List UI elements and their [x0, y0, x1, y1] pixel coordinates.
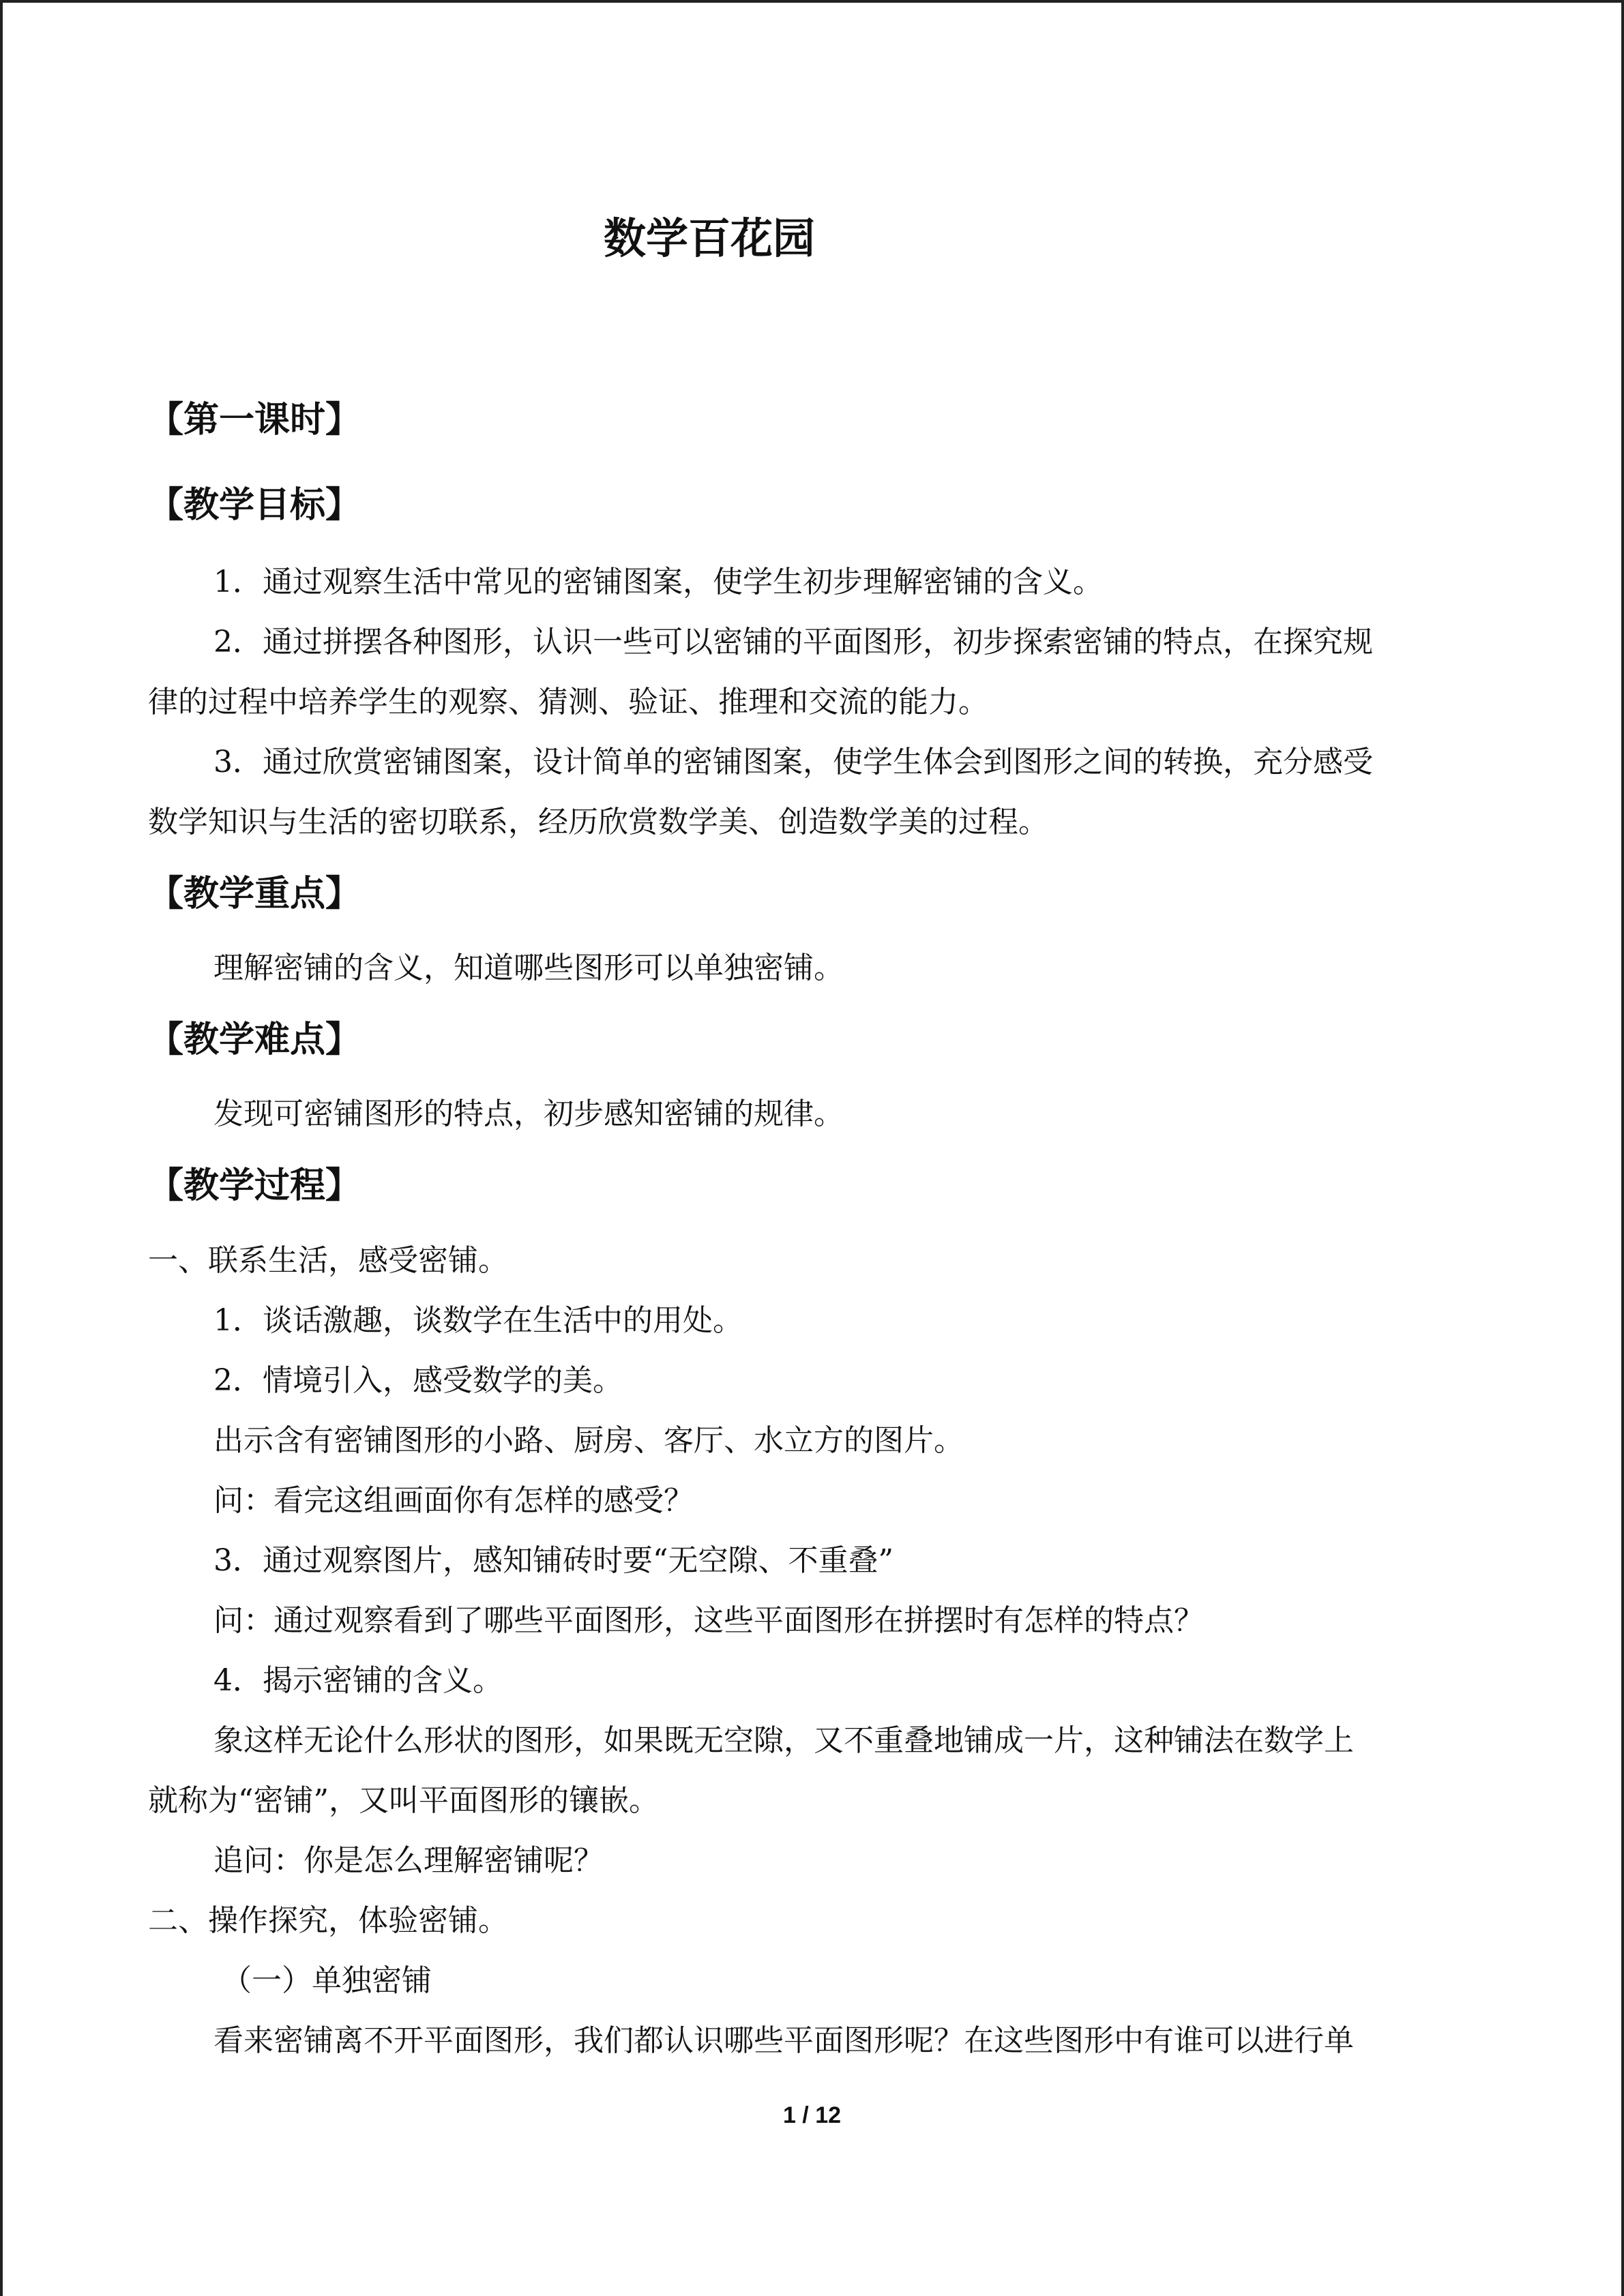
process-item-1-3: 3．通过观察图片，感知铺砖时要“无空隙、不重叠”	[213, 1543, 894, 1578]
page-number: 1 / 12	[782, 2102, 842, 2128]
process-question-2: 问：通过观察看到了哪些平面图形，这些平面图形在拼摆时有怎样的特点？	[213, 1603, 1204, 1638]
process-heading: 【教学过程】	[148, 1165, 361, 1206]
difficulty-text: 发现可密铺图形的特点，初步感知密铺的规律。	[213, 1097, 844, 1131]
process-item-1-2: 2．情境引入，感受数学的美。	[213, 1363, 623, 1398]
goals-heading: 【教学目标】	[148, 484, 361, 526]
goal-1: 1．通过观察生活中常见的密铺图案，使学生初步理解密铺的含义。	[213, 565, 1103, 599]
page-border-left	[0, 0, 3, 2296]
goal-2-line-2: 律的过程中培养学生的观察、猜测、验证、推理和交流的能力。	[148, 685, 988, 719]
page-title: 数学百花园	[603, 213, 815, 263]
goal-3-line-2: 数学知识与生活的密切联系，经历欣赏数学美、创造数学美的过程。	[148, 805, 1048, 839]
process-subsection-2-1: （一）单独密铺	[222, 1963, 432, 1998]
goal-3-line-1: 3．通过欣赏密铺图案，设计简单的密铺图案，使学生体会到图形之间的转换，充分感受	[213, 745, 1373, 779]
goal-2-line-1: 2．通过拼摆各种图形，认识一些可以密铺的平面图形，初步探索密铺的特点，在探究规	[213, 625, 1373, 659]
definition-line-2: 就称为“密铺”，又叫平面图形的镶嵌。	[148, 1783, 659, 1818]
process-section-2: 二、操作探究，体验密铺。	[148, 1903, 508, 1938]
process-question-3: 追问：你是怎么理解密铺呢？	[213, 1843, 604, 1878]
process-item-1-1: 1．谈话激趣，谈数学在生活中的用处。	[213, 1303, 743, 1338]
lesson-heading: 【第一课时】	[148, 399, 361, 441]
page-border-right	[1621, 0, 1624, 2296]
process-text-2-2: 看来密铺离不开平面图形，我们都认识哪些平面图形呢？在这些图形中有谁可以进行单	[213, 2023, 1354, 2058]
process-section-1: 一、联系生活，感受密铺。	[148, 1243, 508, 1278]
definition-line-1: 象这样无论什么形状的图形，如果既无空隙，又不重叠地铺成一片，这种铺法在数学上	[213, 1723, 1354, 1758]
process-item-1-4: 4．揭示密铺的含义。	[213, 1663, 503, 1698]
page-border-top	[0, 0, 1624, 3]
process-text-1-3: 出示含有密铺图形的小路、厨房、客厅、水立方的图片。	[213, 1423, 964, 1458]
process-question-1: 问：看完这组画面你有怎样的感受？	[213, 1483, 694, 1518]
key-points-text: 理解密铺的含义，知道哪些图形可以单独密铺。	[213, 951, 844, 985]
key-points-heading: 【教学重点】	[148, 873, 361, 914]
difficulty-heading: 【教学难点】	[148, 1019, 361, 1060]
